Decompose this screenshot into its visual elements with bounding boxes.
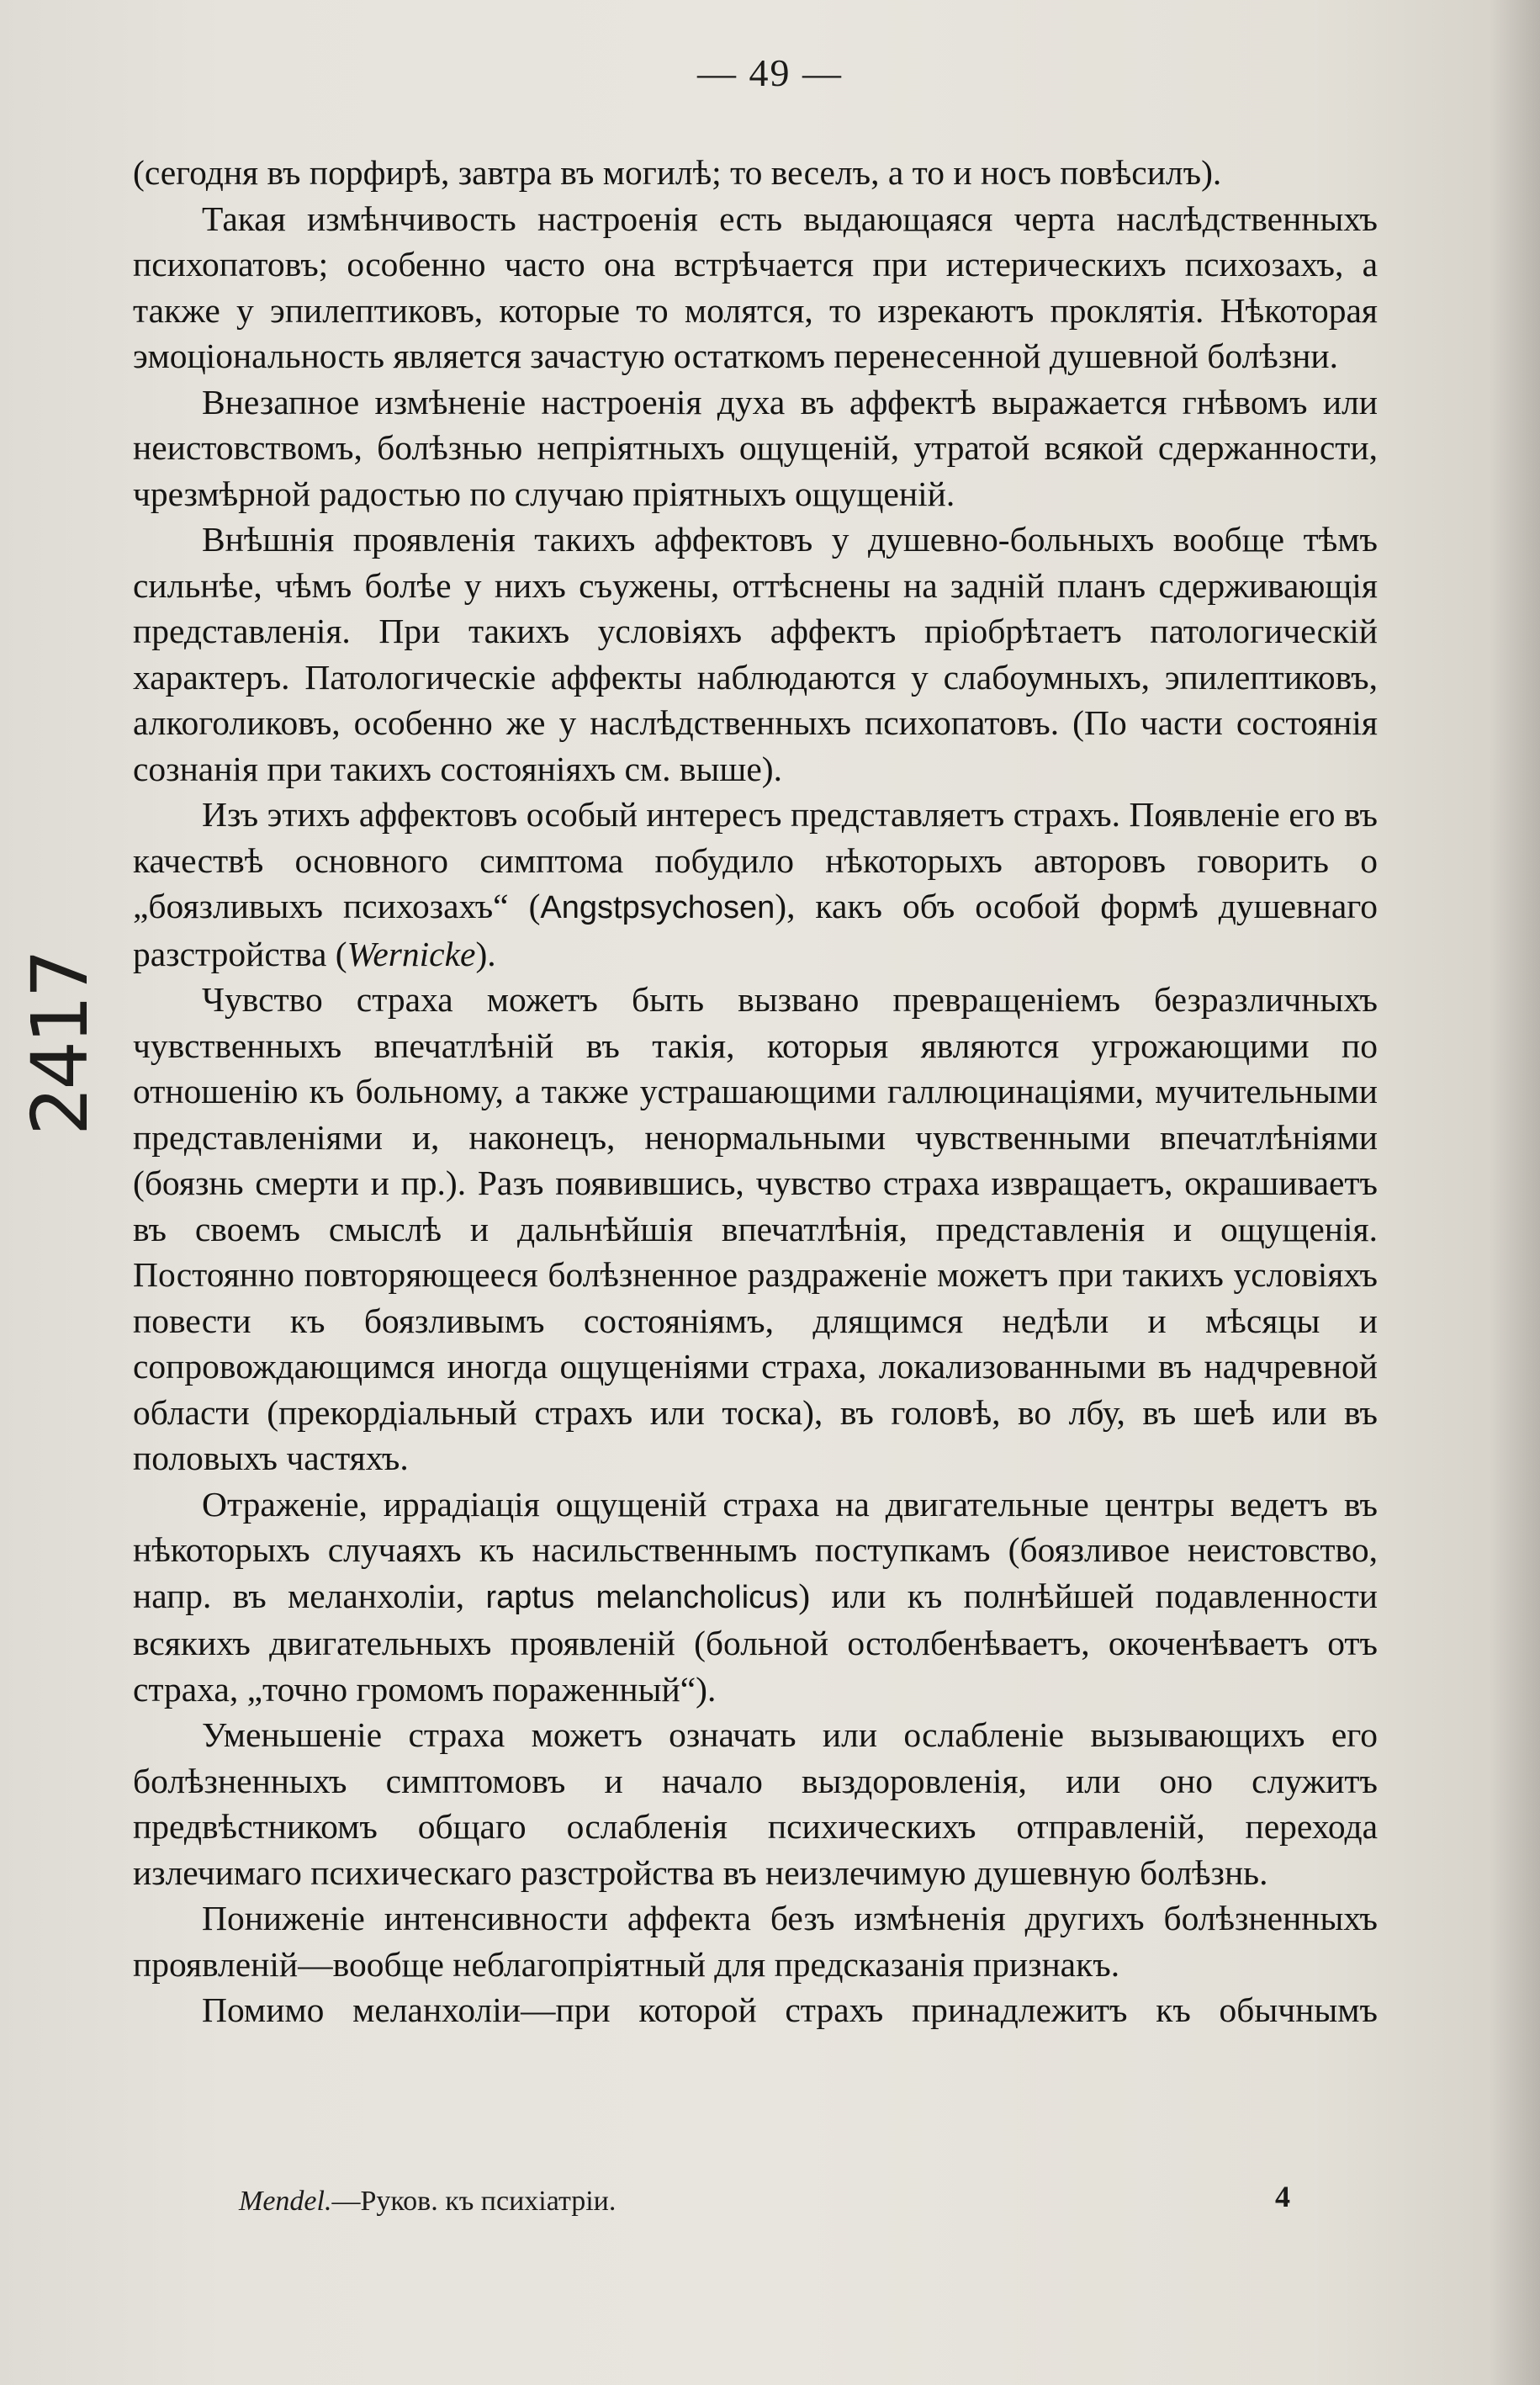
page-number: — 49 — <box>697 51 843 94</box>
signature-number: 4 <box>1275 2180 1290 2213</box>
paragraph: Помимо меланхоліи—при которой страхъ принадлежитъ къ обычнымъ <box>202 1990 1378 2029</box>
paragraph-text: ), какъ объ особой формѣ душевнаго разстройства ( <box>133 887 1378 973</box>
paragraph <box>133 1481 1378 1713</box>
footer-signature <box>239 2186 616 2218</box>
paragraph <box>133 792 1378 977</box>
handwritten-margin-note: 2417 <box>15 951 105 1136</box>
page-edge-shadow <box>1490 0 1540 2385</box>
paragraph: (сегодня въ порфирѣ, завтра въ могилѣ; то веселъ, а то и носъ повѣсилъ). <box>133 153 1222 192</box>
foreign-term: raptus melancholicus <box>485 1579 799 1615</box>
paragraph-text: Изъ этихъ аффектовъ особый интересъ представляетъ страхъ. Появленіе его въ качествѣ основного симптома побудило нѣкоторыхъ авторовъ говорить о „боязливыхъ психозахъ“ ( <box>133 795 1378 925</box>
paragraph: Внѣшнія проявленія такихъ аффектовъ у душевно-больныхъ вообще тѣмъ сильнѣе, чѣмъ болѣе у нихъ съужены, оттѣснены на задній планъ сдерживающія представленія. При такихъ условіяхъ аффектъ пріобрѣтаетъ патологическій характеръ. Патологическіе аффекты наблюдаются у слабоумныхъ, эпилептиковъ, алкоголиковъ, особенно же у наслѣдственныхъ психопатовъ. (По части состоянія сознанія при такихъ состояніяхъ см. выше). <box>133 520 1378 788</box>
cited-author: Wernicke <box>347 934 476 973</box>
paragraph-text: Отраженіе, иррадіація ощущеній страха на двигательные центры ведетъ въ нѣкоторыхъ случаяхъ къ насильственнымъ поступкамъ (боязливое неистовство, напр. въ меланхоліи, <box>133 1484 1378 1615</box>
foreign-term: Angstpsychosen <box>540 890 775 925</box>
paragraph: Такая измѣнчивость настроенія есть выдающаяся черта наслѣдственныхъ психопатовъ; особенно часто она встрѣчается при истерическихъ психозахъ, а также у эпилептиковъ, которые то молятся, то изрекаютъ проклятія. Нѣкоторая эмоціональность является зачастую остаткомъ перенесенной душевной болѣзни. <box>133 199 1378 375</box>
paragraph: Уменьшеніе страха можетъ означать или ослабленіе вызывающихъ его болѣзненныхъ симптомовъ и начало выздоровленія, или оно служитъ предвѣстникомъ общаго ослабленія психическихъ отправленій, перехода излечимаго психическаго разстройства въ неизлечимую душевную болѣзнь. <box>133 1715 1378 1892</box>
paragraph: Пониженіе интенсивности аффекта безъ измѣненія другихъ болѣзненныхъ проявленій—вообще неблагопріятный для предсказанія признакъ. <box>133 1899 1378 1984</box>
body-text <box>133 150 1378 2033</box>
footer-author: Mendel. <box>239 2186 332 2217</box>
paragraph: Внезапное измѣненіе настроенія духа въ аффектѣ выражается гнѣвомъ или неистовствомъ, болѣзнью непріятныхъ ощущеній, утратой всякой сдержанности, чрезмѣрной радостью по случаю пріятныхъ ощущеній. <box>133 382 1378 513</box>
paragraph: Чувство страха можетъ быть вызвано превращеніемъ безразличныхъ чувственныхъ впечатлѣній въ такія, которыя являются угрожающими по отношенію къ больному, а также устрашающими галлюцинаціями, мучительными представленіями и, наконецъ, ненормальными чувственными впечатлѣніями (боязнь смерти и пр.). Разъ появившись, чувство страха извращаетъ, окрашиваетъ въ своемъ смыслѣ и дальнѣйшія впечатлѣнія, представленія и ощущенія. Постоянно повторяющееся болѣзненное раздраженіе можетъ при такихъ условіяхъ повести къ боязливымъ состояніямъ, длящимся недѣли и мѣсяцы и сопровождающимся иногда ощущеніями страха, локализованными въ надчревной области (прекордіальный страхъ или тоска), въ головѣ, во лбу, въ шеѣ или въ половыхъ частяхъ. <box>133 980 1378 1477</box>
paragraph-text: ) или къ полнѣйшей подавленности всякихъ двигательныхъ проявленій (больной остолбенѣваетъ, окоченѣваетъ отъ страха, „точно громомъ пораженный“). <box>133 1576 1378 1709</box>
paragraph-text: ). <box>475 934 496 973</box>
footer-title: —Руков. къ психіатріи. <box>331 2186 617 2217</box>
